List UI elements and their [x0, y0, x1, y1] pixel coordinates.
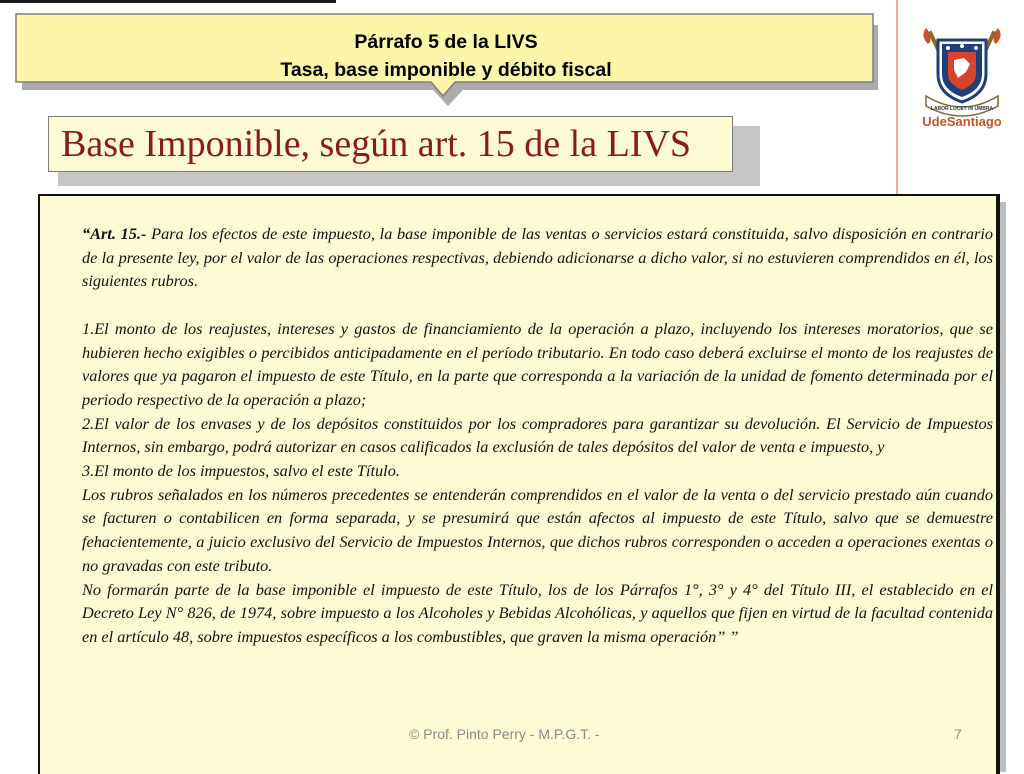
article-text	[82, 222, 993, 649]
banner-line-1: Párrafo 5 de la LIVS	[354, 31, 538, 53]
top-rule	[0, 0, 336, 3]
slide-title: Base Imponible, según art. 15 de la LIVS	[48, 116, 733, 172]
footer-credit: © Prof. Pinto Perry - M.P.G.T. -	[409, 726, 600, 742]
text-card	[38, 194, 1000, 774]
page-number: 7	[954, 726, 962, 742]
article-paragraph-2: No formarán parte de la base imponible el impuesto de este Título, los de los Párrafos 1°, 3° y 4° del Título III, el establecido en el Decreto Ley N° 826, de 1974, sobre impuesto a los Alcoholes y Bebidas Alcohólicas, y aquellos que fijen en virtud de la facultad contenida en el artículo 48, sobre impuestos específicos a los combustibles, que graven la misma operación” ”	[82, 579, 993, 646]
article-intro	[82, 222, 993, 293]
article-item-1: 1.El monto de los reajustes, intereses y gastos de financiamiento de la operación a plazo, incluyendo los intereses moratorios, que se hubieren hecho exigibles o percibidos anticipadamente en el período tributario. En todo caso deberá excluirse el monto de los reajustes de valores que ya pagaron el impuesto de este Título, en la parte que corresponda a la variación de la unidad de fomento determinada por el periodo respectivo de la operación a plazo;	[82, 318, 993, 409]
banner-text	[14, 28, 878, 84]
article-item-2: 2.El valor de los envases y de los depósitos constituidos por los compradores para garantizar su devolución. El Servicio de Impuestos Internos, sin embargo, podrá autorizar en casos calificados la exclusión de tales depósitos del valor de venta e impuesto, y	[82, 413, 993, 457]
article-label: “Art. 15.-	[82, 224, 147, 243]
article-intro-text: Para los efectos de este impuesto, la base imponible de las ventas o servicios estará constituida, salvo disposición en contrario de la presente ley, por el valor de las operaciones respectivas, debiendo adicionarse a dicho valor, si no estuvieren comprendidos en él, los siguientes rubros.	[82, 224, 994, 291]
section-banner	[14, 12, 878, 112]
logo-motto: LABOR LUCET IN UMBRA	[930, 106, 994, 112]
article-item-3: 3.El monto de los impuestos, salvo el este Título.	[82, 461, 400, 481]
banner-line-2: Tasa, base imponible y débito fiscal	[280, 59, 612, 81]
paragraph-gap	[82, 293, 993, 317]
article-paragraph-1: Los rubros señalados en los números precedentes se entenderán comprendidos en el valor de la venta o del servicio prestado aún cuando se facturen o contabilicen en forma separada, y se presumirá que están afectos al impuesto de este Título, salvo que se demuestre fehacientemente, a juicio exclusivo del Servicio de Impuestos Internos, que dichos rubros corresponden o acceden a operaciones exentas o no gravadas con este tributo.	[82, 484, 993, 575]
logo-wordmark: UdeSantiago	[922, 114, 1002, 129]
